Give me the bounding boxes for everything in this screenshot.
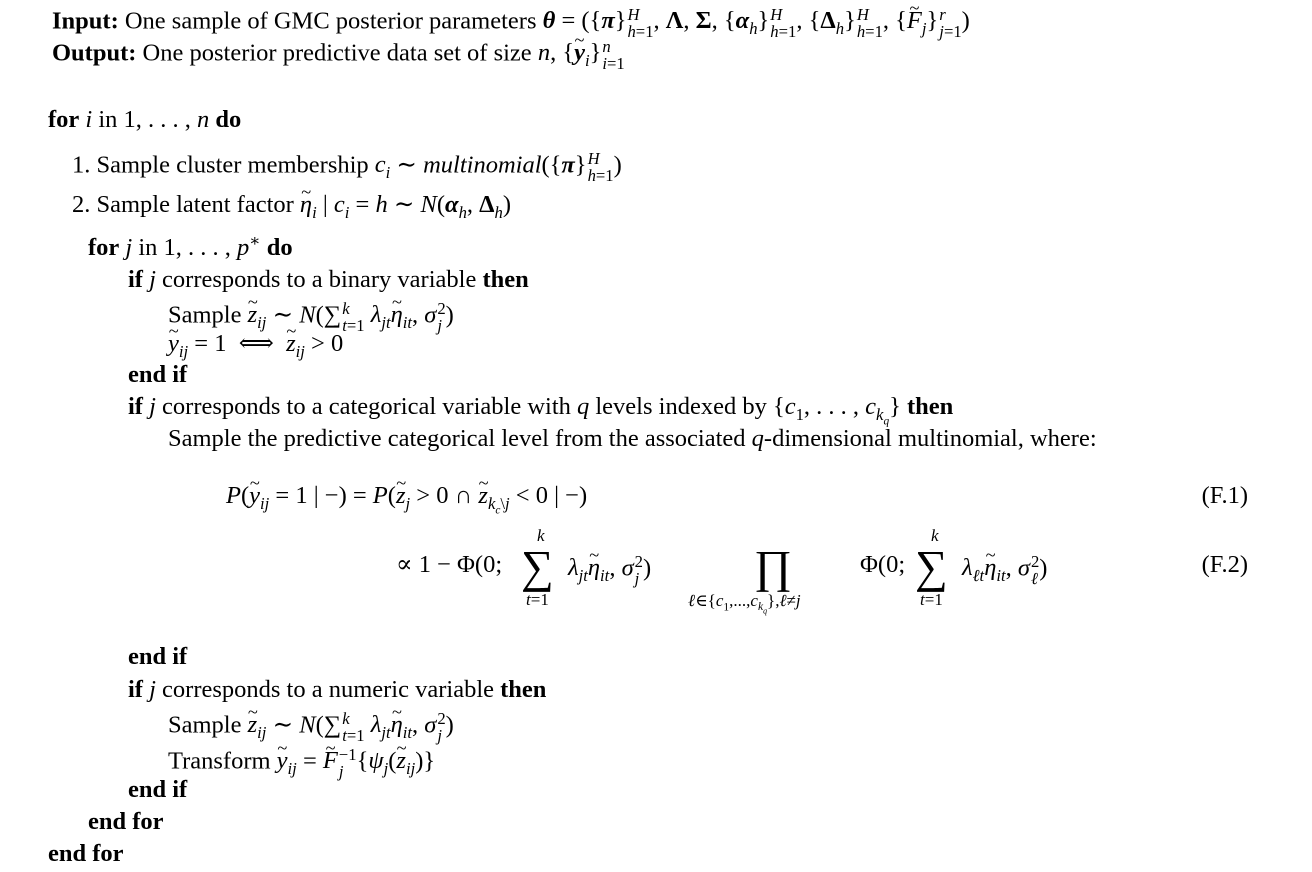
input-label: Input: [52, 7, 119, 35]
inner-for-line: for j in 1, . . . , p∗ do [88, 230, 293, 261]
kw-if-binary: if [128, 266, 143, 293]
kw-for-inner: for [88, 234, 120, 261]
categorical-desc-b: -dimensional multinomial, where: [763, 425, 1097, 452]
categorical-cond-b: levels indexed by [595, 393, 767, 420]
kw-endfor-inner: end for [88, 808, 164, 835]
output-text: One posterior predictive data set of size [142, 39, 532, 67]
binary-sample-line: Sample ~ $z_{ij}$ ∼ N(∑ k t=1 $\lambda_{jt}\sim$ $\eta_{it}$, σ 2 j ) [168, 300, 454, 335]
outer-endfor-line [48, 842, 124, 867]
binary-sample-text: Sample [168, 301, 242, 329]
step1-text: 1. Sample cluster membership [72, 151, 369, 179]
output-line [52, 38, 625, 73]
kw-in: in [98, 106, 118, 133]
output-label: Output: [52, 39, 137, 67]
kw-endfor-outer: end for [48, 840, 124, 867]
input-math: θ = ({π} H h=1 , Λ, Σ, $\{\alpha_h\}$ H h=1 , $\{\Delta_h\}$ H h=1 , {~ $F_j$} r j=1 ) [543, 7, 970, 34]
input-line [52, 6, 970, 41]
equation-f1-number: (F.1) [1201, 482, 1248, 509]
numeric-if-line: if j corresponds to a numeric variable then [128, 676, 547, 703]
kw-for: for [48, 106, 80, 133]
kw-endif-categorical: end if [128, 643, 188, 670]
step1-line: 1. Sample cluster membership $c_i$ ∼ multinomial({π} H h=1 ) [72, 149, 622, 186]
output-math: n, {~ $y_i$} n i=1 [538, 39, 625, 66]
kw-then-binary: then [482, 266, 529, 293]
categorical-if-line: if j corresponds to a categorical variable with q levels indexed by {$c_1$, . . . , $c_{k_q}$} then [128, 393, 954, 428]
numeric-cond: corresponds to a numeric variable [162, 676, 495, 703]
inner-endfor-line [88, 810, 164, 835]
binary-endif-line [128, 363, 187, 388]
kw-endif-binary: end if [128, 361, 188, 388]
numeric-transform-line: Transform ~ $y_{ij}$ = ~ F −1 j {$\psi_j(\sim$ $z_{ij}$)} [168, 746, 435, 781]
kw-if-numeric: if [128, 676, 143, 703]
numeric-sample-text: Sample [168, 711, 242, 739]
categorical-endif-line [128, 645, 187, 670]
categorical-desc-line: Sample the predictive categorical level from the associated q-dimensional multinomial, where: [168, 425, 1097, 452]
kw-then-numeric: then [500, 676, 547, 703]
kw-if-categorical: if [128, 393, 143, 420]
input-text: One sample of GMC posterior parameters [124, 7, 537, 35]
step2-text: 2. Sample latent factor [72, 191, 294, 218]
step1-dist: multinomial [423, 151, 542, 179]
equation-f1: P(~ $y_{ij} = 1$ | −) = P(~ $z_j > 0$ ∩ ~ $z_{k_c\backslash j} < 0$ | −) [226, 484, 587, 510]
binary-rule-line: ~ $y_{ij} = 1$ ⟺ ~ $z_{ij} > 0$ [168, 332, 343, 357]
numeric-endif-line [128, 778, 187, 803]
kw-then-categorical: then [907, 393, 954, 420]
step2-line: 2. Sample latent factor ~ $\eta_i$ | $c_i = h$ ∼ $N(\alpha_h$, $\Delta_h$) [72, 193, 511, 218]
kw-in-inner: in [138, 234, 158, 261]
kw-do-inner: do [266, 234, 293, 261]
binary-if-line: if j corresponds to a binary variable then [128, 266, 529, 293]
categorical-cond-a: corresponds to a categorical variable with [162, 393, 571, 420]
kw-do: do [215, 106, 242, 133]
kw-endif-numeric: end if [128, 776, 188, 803]
numeric-sample-line: Sample ~ $z_{ij}$ ∼ N(∑ k t=1 $\lambda_{jt}\sim$ $\eta_{it}$, σ 2 j ) [168, 710, 454, 745]
categorical-desc-a: Sample the predictive categorical level from the associated [168, 425, 746, 452]
equation-f2-number: (F.2) [1201, 551, 1248, 578]
binary-cond: corresponds to a binary variable [162, 266, 477, 293]
outer-for-line: for i in 1, . . . , n do [48, 106, 242, 133]
numeric-transform-text: Transform [168, 747, 271, 775]
